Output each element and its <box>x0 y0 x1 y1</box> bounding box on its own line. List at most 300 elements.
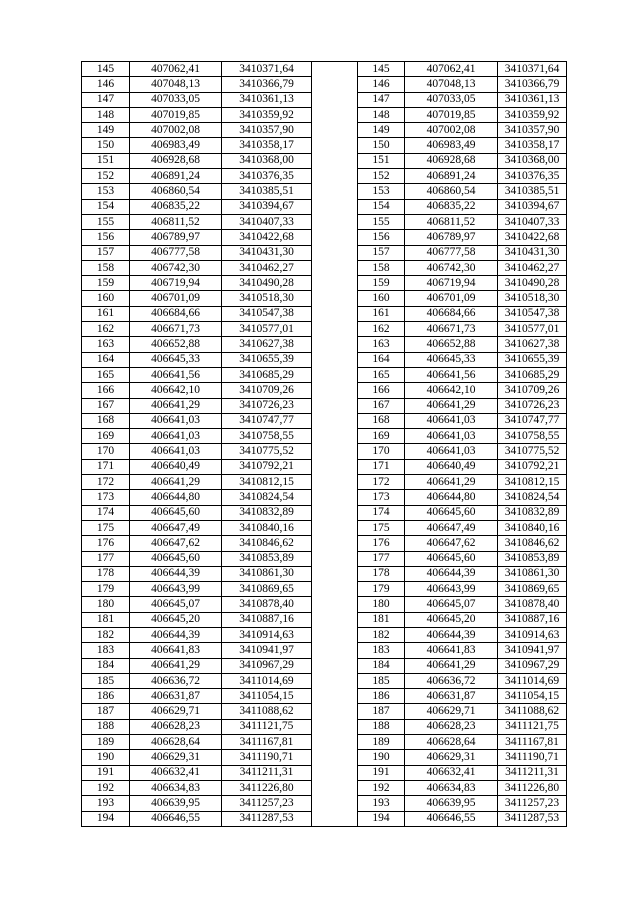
left-y-coordinate-cell: 3411257,23 <box>222 796 312 811</box>
right-point-number-cell: 170 <box>358 444 405 459</box>
right-point-number-cell: 168 <box>358 413 405 428</box>
table-row <box>82 184 567 199</box>
left-point-number-cell: 189 <box>82 735 130 750</box>
table-row <box>82 551 567 566</box>
right-x-coordinate-cell: 406983,49 <box>405 138 498 153</box>
left-y-coordinate-cell: 3410490,28 <box>222 276 312 291</box>
left-y-coordinate-cell: 3410869,65 <box>222 582 312 597</box>
left-x-coordinate-cell: 406641,29 <box>130 398 222 413</box>
right-x-coordinate-cell: 406644,80 <box>405 490 498 505</box>
right-x-coordinate-cell: 406631,87 <box>405 689 498 704</box>
left-point-number-cell: 160 <box>82 291 130 306</box>
left-y-coordinate-cell: 3410840,16 <box>222 520 312 535</box>
left-y-coordinate-cell: 3410368,00 <box>222 153 312 168</box>
column-separator <box>312 582 358 597</box>
left-x-coordinate-cell: 406644,80 <box>130 490 222 505</box>
right-point-number-cell: 151 <box>358 153 405 168</box>
left-point-number-cell: 170 <box>82 444 130 459</box>
right-point-number-cell: 186 <box>358 689 405 704</box>
right-x-coordinate-cell: 406777,58 <box>405 245 498 260</box>
right-x-coordinate-cell: 406671,73 <box>405 322 498 337</box>
table-row <box>82 582 567 597</box>
left-y-coordinate-cell: 3410627,38 <box>222 337 312 352</box>
right-x-coordinate-cell: 406644,39 <box>405 566 498 581</box>
right-y-coordinate-cell: 3410853,89 <box>498 551 567 566</box>
column-separator <box>312 260 358 275</box>
left-y-coordinate-cell: 3410361,13 <box>222 92 312 107</box>
left-y-coordinate-cell: 3410518,30 <box>222 291 312 306</box>
right-y-coordinate-cell: 3411287,53 <box>498 811 567 826</box>
table-row <box>82 612 567 627</box>
left-y-coordinate-cell: 3410685,29 <box>222 367 312 382</box>
left-y-coordinate-cell: 3410824,54 <box>222 490 312 505</box>
left-point-number-cell: 147 <box>82 92 130 107</box>
right-x-coordinate-cell: 406636,72 <box>405 673 498 688</box>
right-point-number-cell: 161 <box>358 306 405 321</box>
table-row <box>82 107 567 122</box>
right-x-coordinate-cell: 406629,71 <box>405 704 498 719</box>
left-x-coordinate-cell: 406789,97 <box>130 230 222 245</box>
left-point-number-cell: 145 <box>82 62 130 77</box>
table-row <box>82 245 567 260</box>
right-point-number-cell: 179 <box>358 582 405 597</box>
right-point-number-cell: 181 <box>358 612 405 627</box>
left-point-number-cell: 172 <box>82 475 130 490</box>
column-separator <box>312 627 358 642</box>
left-x-coordinate-cell: 406641,56 <box>130 367 222 382</box>
right-x-coordinate-cell: 406634,83 <box>405 780 498 795</box>
right-point-number-cell: 171 <box>358 459 405 474</box>
right-y-coordinate-cell: 3410431,30 <box>498 245 567 260</box>
column-separator <box>312 704 358 719</box>
left-y-coordinate-cell: 3410358,17 <box>222 138 312 153</box>
left-x-coordinate-cell: 406642,10 <box>130 383 222 398</box>
right-point-number-cell: 159 <box>358 276 405 291</box>
left-x-coordinate-cell: 406645,07 <box>130 597 222 612</box>
table-row <box>82 658 567 673</box>
right-point-number-cell: 145 <box>358 62 405 77</box>
table-row <box>82 322 567 337</box>
right-point-number-cell: 164 <box>358 352 405 367</box>
table-row <box>82 505 567 520</box>
column-separator <box>312 214 358 229</box>
column-separator <box>312 780 358 795</box>
left-point-number-cell: 162 <box>82 322 130 337</box>
right-point-number-cell: 180 <box>358 597 405 612</box>
right-point-number-cell: 173 <box>358 490 405 505</box>
coordinates-table-body <box>82 62 567 827</box>
right-y-coordinate-cell: 3411054,15 <box>498 689 567 704</box>
table-row <box>82 291 567 306</box>
table-row <box>82 429 567 444</box>
column-separator <box>312 169 358 184</box>
left-x-coordinate-cell: 406641,29 <box>130 658 222 673</box>
left-x-coordinate-cell: 406629,71 <box>130 704 222 719</box>
right-x-coordinate-cell: 406719,94 <box>405 276 498 291</box>
right-y-coordinate-cell: 3410359,92 <box>498 107 567 122</box>
left-point-number-cell: 192 <box>82 780 130 795</box>
table-row <box>82 459 567 474</box>
left-y-coordinate-cell: 3410385,51 <box>222 184 312 199</box>
left-y-coordinate-cell: 3410407,33 <box>222 214 312 229</box>
left-x-coordinate-cell: 406835,22 <box>130 199 222 214</box>
table-row <box>82 367 567 382</box>
left-y-coordinate-cell: 3410462,27 <box>222 260 312 275</box>
right-point-number-cell: 148 <box>358 107 405 122</box>
right-x-coordinate-cell: 406684,66 <box>405 306 498 321</box>
left-point-number-cell: 175 <box>82 520 130 535</box>
right-y-coordinate-cell: 3410941,97 <box>498 643 567 658</box>
left-y-coordinate-cell: 3410359,92 <box>222 107 312 122</box>
left-y-coordinate-cell: 3410812,15 <box>222 475 312 490</box>
column-separator <box>312 490 358 505</box>
left-y-coordinate-cell: 3411287,53 <box>222 811 312 826</box>
left-x-coordinate-cell: 406640,49 <box>130 459 222 474</box>
right-x-coordinate-cell: 406642,10 <box>405 383 498 398</box>
left-x-coordinate-cell: 406641,83 <box>130 643 222 658</box>
left-y-coordinate-cell: 3411226,80 <box>222 780 312 795</box>
left-point-number-cell: 177 <box>82 551 130 566</box>
left-point-number-cell: 193 <box>82 796 130 811</box>
table-row <box>82 276 567 291</box>
right-point-number-cell: 190 <box>358 750 405 765</box>
column-separator <box>312 520 358 535</box>
right-point-number-cell: 194 <box>358 811 405 826</box>
left-point-number-cell: 184 <box>82 658 130 673</box>
right-y-coordinate-cell: 3410407,33 <box>498 214 567 229</box>
table-row <box>82 169 567 184</box>
left-point-number-cell: 150 <box>82 138 130 153</box>
left-x-coordinate-cell: 406645,60 <box>130 551 222 566</box>
column-separator <box>312 673 358 688</box>
column-separator <box>312 123 358 138</box>
right-x-coordinate-cell: 406644,39 <box>405 627 498 642</box>
left-y-coordinate-cell: 3410914,63 <box>222 627 312 642</box>
table-row <box>82 643 567 658</box>
left-point-number-cell: 179 <box>82 582 130 597</box>
table-row <box>82 260 567 275</box>
right-point-number-cell: 187 <box>358 704 405 719</box>
right-x-coordinate-cell: 407062,41 <box>405 62 498 77</box>
table-row <box>82 413 567 428</box>
right-point-number-cell: 163 <box>358 337 405 352</box>
right-point-number-cell: 185 <box>358 673 405 688</box>
right-point-number-cell: 166 <box>358 383 405 398</box>
right-point-number-cell: 178 <box>358 566 405 581</box>
right-y-coordinate-cell: 3410709,26 <box>498 383 567 398</box>
right-x-coordinate-cell: 406641,03 <box>405 429 498 444</box>
left-point-number-cell: 171 <box>82 459 130 474</box>
left-y-coordinate-cell: 3410792,21 <box>222 459 312 474</box>
left-x-coordinate-cell: 406701,09 <box>130 291 222 306</box>
left-point-number-cell: 157 <box>82 245 130 260</box>
right-x-coordinate-cell: 406928,68 <box>405 153 498 168</box>
column-separator <box>312 107 358 122</box>
left-y-coordinate-cell: 3410709,26 <box>222 383 312 398</box>
left-x-coordinate-cell: 406646,55 <box>130 811 222 826</box>
left-x-coordinate-cell: 406628,23 <box>130 719 222 734</box>
left-x-coordinate-cell: 406644,39 <box>130 627 222 642</box>
right-x-coordinate-cell: 406628,23 <box>405 719 498 734</box>
left-x-coordinate-cell: 406639,95 <box>130 796 222 811</box>
left-point-number-cell: 148 <box>82 107 130 122</box>
left-y-coordinate-cell: 3410887,16 <box>222 612 312 627</box>
left-x-coordinate-cell: 406811,52 <box>130 214 222 229</box>
column-separator <box>312 199 358 214</box>
right-point-number-cell: 167 <box>358 398 405 413</box>
table-row <box>82 689 567 704</box>
left-point-number-cell: 154 <box>82 199 130 214</box>
right-point-number-cell: 189 <box>358 735 405 750</box>
left-x-coordinate-cell: 406645,20 <box>130 612 222 627</box>
column-separator <box>312 566 358 581</box>
table-row <box>82 352 567 367</box>
table-row <box>82 750 567 765</box>
right-x-coordinate-cell: 406641,29 <box>405 398 498 413</box>
right-y-coordinate-cell: 3410368,00 <box>498 153 567 168</box>
right-y-coordinate-cell: 3411226,80 <box>498 780 567 795</box>
table-row <box>82 77 567 92</box>
left-y-coordinate-cell: 3410357,90 <box>222 123 312 138</box>
right-point-number-cell: 176 <box>358 536 405 551</box>
left-x-coordinate-cell: 407048,13 <box>130 77 222 92</box>
left-point-number-cell: 156 <box>82 230 130 245</box>
table-row <box>82 92 567 107</box>
left-point-number-cell: 159 <box>82 276 130 291</box>
left-y-coordinate-cell: 3410376,35 <box>222 169 312 184</box>
right-x-coordinate-cell: 406652,88 <box>405 337 498 352</box>
right-y-coordinate-cell: 3410394,67 <box>498 199 567 214</box>
right-point-number-cell: 192 <box>358 780 405 795</box>
column-separator <box>312 153 358 168</box>
left-x-coordinate-cell: 406641,03 <box>130 429 222 444</box>
left-point-number-cell: 191 <box>82 765 130 780</box>
coordinates-table <box>81 61 567 827</box>
right-y-coordinate-cell: 3410824,54 <box>498 490 567 505</box>
right-y-coordinate-cell: 3411190,71 <box>498 750 567 765</box>
right-y-coordinate-cell: 3410462,27 <box>498 260 567 275</box>
left-y-coordinate-cell: 3410431,30 <box>222 245 312 260</box>
left-y-coordinate-cell: 3410371,64 <box>222 62 312 77</box>
table-row <box>82 62 567 77</box>
column-separator <box>312 77 358 92</box>
left-point-number-cell: 164 <box>82 352 130 367</box>
left-point-number-cell: 151 <box>82 153 130 168</box>
table-row <box>82 627 567 642</box>
table-row <box>82 199 567 214</box>
left-y-coordinate-cell: 3411167,81 <box>222 735 312 750</box>
column-separator <box>312 413 358 428</box>
left-point-number-cell: 152 <box>82 169 130 184</box>
left-point-number-cell: 181 <box>82 612 130 627</box>
left-point-number-cell: 194 <box>82 811 130 826</box>
left-x-coordinate-cell: 406641,29 <box>130 475 222 490</box>
left-point-number-cell: 176 <box>82 536 130 551</box>
right-point-number-cell: 147 <box>358 92 405 107</box>
table-row <box>82 230 567 245</box>
left-point-number-cell: 155 <box>82 214 130 229</box>
right-x-coordinate-cell: 406641,83 <box>405 643 498 658</box>
right-y-coordinate-cell: 3410812,15 <box>498 475 567 490</box>
left-x-coordinate-cell: 406634,83 <box>130 780 222 795</box>
column-separator <box>312 735 358 750</box>
right-point-number-cell: 183 <box>358 643 405 658</box>
right-point-number-cell: 152 <box>358 169 405 184</box>
right-y-coordinate-cell: 3411014,69 <box>498 673 567 688</box>
right-point-number-cell: 191 <box>358 765 405 780</box>
table-row <box>82 475 567 490</box>
right-x-coordinate-cell: 406628,64 <box>405 735 498 750</box>
left-point-number-cell: 165 <box>82 367 130 382</box>
right-x-coordinate-cell: 406647,62 <box>405 536 498 551</box>
left-x-coordinate-cell: 406742,30 <box>130 260 222 275</box>
right-y-coordinate-cell: 3410887,16 <box>498 612 567 627</box>
right-y-coordinate-cell: 3410376,35 <box>498 169 567 184</box>
left-x-coordinate-cell: 406641,03 <box>130 413 222 428</box>
right-point-number-cell: 182 <box>358 627 405 642</box>
left-y-coordinate-cell: 3410846,62 <box>222 536 312 551</box>
column-separator <box>312 230 358 245</box>
right-point-number-cell: 149 <box>358 123 405 138</box>
table-row <box>82 536 567 551</box>
right-x-coordinate-cell: 406701,09 <box>405 291 498 306</box>
left-y-coordinate-cell: 3411211,31 <box>222 765 312 780</box>
column-separator <box>312 184 358 199</box>
right-point-number-cell: 153 <box>358 184 405 199</box>
column-separator <box>312 475 358 490</box>
column-separator <box>312 306 358 321</box>
right-point-number-cell: 174 <box>358 505 405 520</box>
right-point-number-cell: 172 <box>358 475 405 490</box>
left-point-number-cell: 149 <box>82 123 130 138</box>
right-y-coordinate-cell: 3410385,51 <box>498 184 567 199</box>
right-x-coordinate-cell: 406641,56 <box>405 367 498 382</box>
table-row <box>82 719 567 734</box>
column-separator <box>312 444 358 459</box>
left-point-number-cell: 168 <box>82 413 130 428</box>
right-y-coordinate-cell: 3410547,38 <box>498 306 567 321</box>
column-separator <box>312 138 358 153</box>
right-y-coordinate-cell: 3410422,68 <box>498 230 567 245</box>
left-x-coordinate-cell: 406643,99 <box>130 582 222 597</box>
left-y-coordinate-cell: 3410394,67 <box>222 199 312 214</box>
right-x-coordinate-cell: 406789,97 <box>405 230 498 245</box>
table-row <box>82 811 567 826</box>
right-y-coordinate-cell: 3410758,55 <box>498 429 567 444</box>
right-point-number-cell: 150 <box>358 138 405 153</box>
left-x-coordinate-cell: 406636,72 <box>130 673 222 688</box>
right-point-number-cell: 169 <box>358 429 405 444</box>
table-row <box>82 566 567 581</box>
right-x-coordinate-cell: 406811,52 <box>405 214 498 229</box>
left-y-coordinate-cell: 3411014,69 <box>222 673 312 688</box>
left-y-coordinate-cell: 3410747,77 <box>222 413 312 428</box>
column-separator <box>312 551 358 566</box>
table-row <box>82 520 567 535</box>
right-x-coordinate-cell: 406641,03 <box>405 444 498 459</box>
right-x-coordinate-cell: 406629,31 <box>405 750 498 765</box>
left-y-coordinate-cell: 3410577,01 <box>222 322 312 337</box>
left-point-number-cell: 188 <box>82 719 130 734</box>
left-x-coordinate-cell: 406719,94 <box>130 276 222 291</box>
right-x-coordinate-cell: 406641,03 <box>405 413 498 428</box>
table-row <box>82 597 567 612</box>
left-y-coordinate-cell: 3411088,62 <box>222 704 312 719</box>
right-y-coordinate-cell: 3410747,77 <box>498 413 567 428</box>
right-y-coordinate-cell: 3410914,63 <box>498 627 567 642</box>
left-y-coordinate-cell: 3410655,39 <box>222 352 312 367</box>
left-y-coordinate-cell: 3410967,29 <box>222 658 312 673</box>
left-point-number-cell: 178 <box>82 566 130 581</box>
left-x-coordinate-cell: 406777,58 <box>130 245 222 260</box>
column-separator <box>312 765 358 780</box>
left-point-number-cell: 167 <box>82 398 130 413</box>
left-x-coordinate-cell: 406684,66 <box>130 306 222 321</box>
column-separator <box>312 612 358 627</box>
right-x-coordinate-cell: 406640,49 <box>405 459 498 474</box>
left-x-coordinate-cell: 406628,64 <box>130 735 222 750</box>
left-point-number-cell: 186 <box>82 689 130 704</box>
right-x-coordinate-cell: 406742,30 <box>405 260 498 275</box>
left-x-coordinate-cell: 406632,41 <box>130 765 222 780</box>
right-y-coordinate-cell: 3411167,81 <box>498 735 567 750</box>
right-x-coordinate-cell: 406641,29 <box>405 475 498 490</box>
right-x-coordinate-cell: 407048,13 <box>405 77 498 92</box>
left-y-coordinate-cell: 3410832,89 <box>222 505 312 520</box>
right-point-number-cell: 175 <box>358 520 405 535</box>
right-point-number-cell: 162 <box>358 322 405 337</box>
left-y-coordinate-cell: 3410775,52 <box>222 444 312 459</box>
column-separator <box>312 643 358 658</box>
column-separator <box>312 658 358 673</box>
right-y-coordinate-cell: 3410358,17 <box>498 138 567 153</box>
table-row <box>82 337 567 352</box>
right-point-number-cell: 188 <box>358 719 405 734</box>
column-separator <box>312 536 358 551</box>
left-point-number-cell: 146 <box>82 77 130 92</box>
left-point-number-cell: 169 <box>82 429 130 444</box>
right-y-coordinate-cell: 3410518,30 <box>498 291 567 306</box>
left-x-coordinate-cell: 406928,68 <box>130 153 222 168</box>
right-x-coordinate-cell: 406647,49 <box>405 520 498 535</box>
right-y-coordinate-cell: 3410371,64 <box>498 62 567 77</box>
right-point-number-cell: 156 <box>358 230 405 245</box>
right-x-coordinate-cell: 406641,29 <box>405 658 498 673</box>
right-x-coordinate-cell: 406645,60 <box>405 551 498 566</box>
right-y-coordinate-cell: 3410967,29 <box>498 658 567 673</box>
left-point-number-cell: 185 <box>82 673 130 688</box>
table-row <box>82 444 567 459</box>
left-x-coordinate-cell: 406647,62 <box>130 536 222 551</box>
table-row <box>82 780 567 795</box>
left-y-coordinate-cell: 3410853,89 <box>222 551 312 566</box>
right-x-coordinate-cell: 406645,20 <box>405 612 498 627</box>
left-x-coordinate-cell: 406860,54 <box>130 184 222 199</box>
right-y-coordinate-cell: 3410832,89 <box>498 505 567 520</box>
left-y-coordinate-cell: 3411054,15 <box>222 689 312 704</box>
right-y-coordinate-cell: 3410685,29 <box>498 367 567 382</box>
right-y-coordinate-cell: 3410627,38 <box>498 337 567 352</box>
column-separator <box>312 291 358 306</box>
left-y-coordinate-cell: 3410547,38 <box>222 306 312 321</box>
left-point-number-cell: 190 <box>82 750 130 765</box>
left-y-coordinate-cell: 3410366,79 <box>222 77 312 92</box>
right-x-coordinate-cell: 406645,60 <box>405 505 498 520</box>
column-separator <box>312 322 358 337</box>
left-x-coordinate-cell: 406631,87 <box>130 689 222 704</box>
left-x-coordinate-cell: 407033,05 <box>130 92 222 107</box>
right-x-coordinate-cell: 407019,85 <box>405 107 498 122</box>
